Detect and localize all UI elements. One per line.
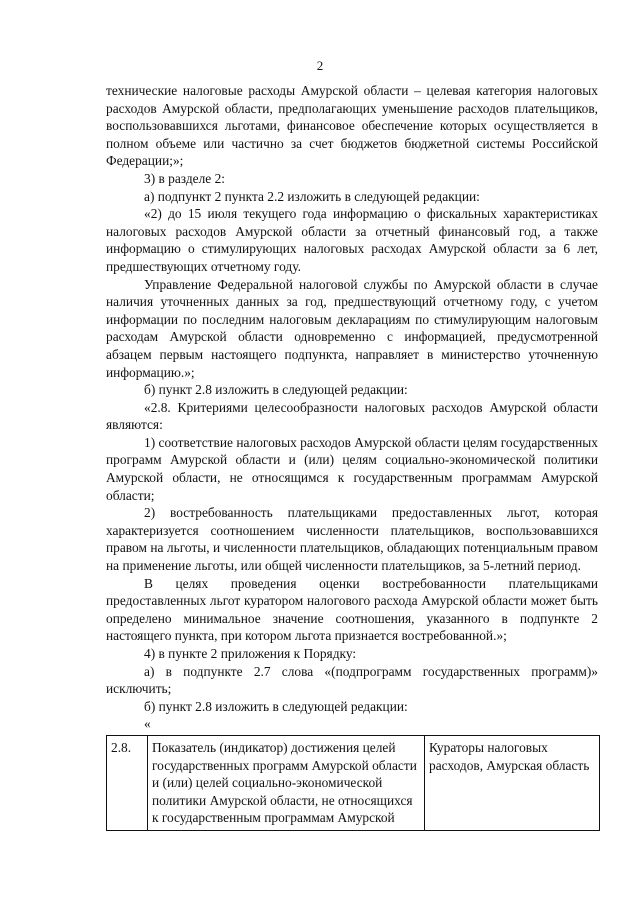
paragraph: В целях проведения оценки востребованности плательщиками предоставленных льгот куратором налогового расхода Амурской области может быть определено минимальное значение соотношения, указанного в подпункте 2 настоящего пункта, при котором льгота признается востребованной.»;	[106, 575, 598, 644]
paragraph: а) подпункт 2 пункта 2.2 изложить в следующей редакции:	[144, 188, 480, 204]
paragraph: 1) соответствие налоговых расходов Амурской области целям государственных программ Амурской области и (или) целям социально-экономической политики Амурской области, не относящимся к государственным программам Амурской области;	[106, 434, 598, 503]
paragraph: Управление Федеральной налоговой службы по Амурской области в случае наличия уточненных данных за год, предшествующий отчетному году, с учетом информации по последним налоговым декларациям по стимулирующим налоговым расходам Амурской области одновременно с информацией, предусмотренной абзацем первым настоящего подпункта, направляет в министерство уточненную информацию.»;	[106, 276, 598, 380]
row-number-cell: 2.8.	[107, 736, 148, 831]
row-description-cell: Показатель (индикатор) достижения целей государственных программ Амурской области и (или) целей социально-экономической политики Амурской области, не относящихся к государственным программам Амурской	[148, 736, 425, 831]
paragraph: 4) в пункте 2 приложения к Порядку:	[144, 646, 357, 661]
paragraph: технические налоговые расходы Амурской области – целевая категория налоговых расходов Амурской области, предполагающих уменьшение расходов плательщиков, воспользовавшихся льготами, финансовое обеспечение которых осуществляется в полном объеме или частично за счет бюджетов бюджетной системы Российской Федерации;»;	[106, 83, 598, 169]
paragraph: а) в подпункте 2.7 слова «(подпрограмм государственных программ)» исключить;	[106, 663, 598, 697]
paragraph: 2) востребованность плательщиками предоставленных льгот, которая характеризуется соотношением численности плательщиков, воспользовавшихся правом на льготы, и численности плательщиков, обладающих потенциальным правом на применение льготы, или общей численности плательщиков, за 5-летний период.	[106, 505, 598, 574]
opening-quote: «	[144, 716, 151, 732]
paragraph: б) пункт 2.8 изложить в следующей редакции:	[144, 698, 408, 714]
table-row	[107, 736, 600, 831]
paragraph: «2) до 15 июля текущего года информацию о фискальных характеристиках налоговых расходов Амурской области за отчетный финансовый год, а также информацию о стимулирующих налоговых расходах Амурской области за 6 лет, предшествующих отчетному году.	[106, 206, 598, 274]
criteria-table	[106, 735, 600, 869]
paragraph: «2.8. Критериями целесообразности налоговых расходов Амурской области являются:	[106, 399, 598, 433]
paragraph: 3) в разделе 2:	[144, 170, 226, 186]
paragraph: б) пункт 2.8 изложить в следующей редакции:	[144, 382, 408, 398]
page-number: 2	[316, 58, 324, 73]
row-curator-cell: Кураторы налоговых расходов, Амурская область	[425, 736, 600, 831]
document-body	[106, 82, 598, 733]
